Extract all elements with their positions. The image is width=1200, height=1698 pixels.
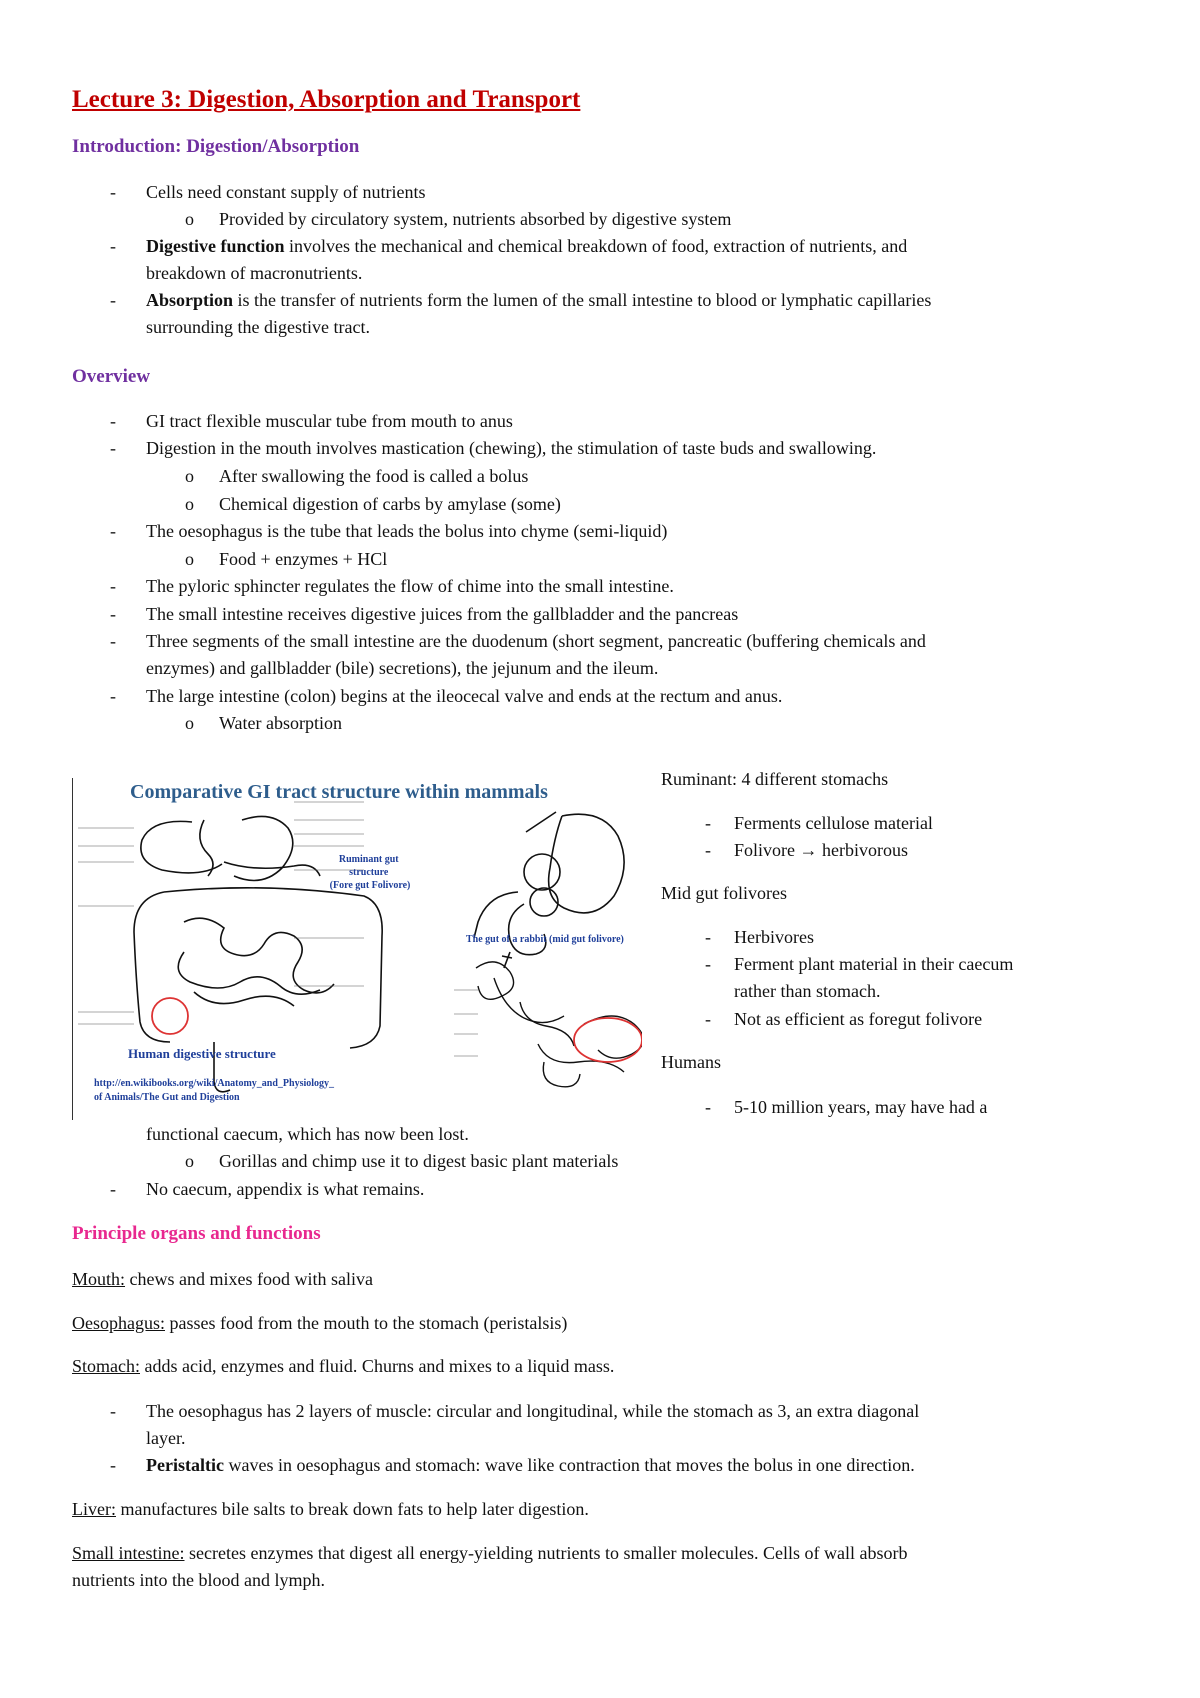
bullet-text: Folivore [734,840,800,860]
bullet-dash: - [110,604,116,624]
organ-label: Oesophagus: [72,1313,165,1333]
overview-bullet-5: The small intestine receives digestive juices from the gallbladder and the pancreas [146,604,739,624]
bullet-text: is the transfer of nutrients form the lumen of the small intestine to blood or lymphatic capillaries [233,290,932,310]
overview-bullet-4: The pyloric sphincter regulates the flow of chime into the small intestine. [146,576,674,596]
bullet-dash: - [705,927,711,947]
sub-bullet-marker: o [185,466,194,486]
humans-bullet-2: No caecum, appendix is what remains. [146,1179,425,1199]
overview-bullet-3: The oesophagus is the tube that leads the bolus into chyme (semi-liquid) [146,521,668,541]
intro-sub-bullet-1: Provided by circulatory system, nutrients absorbed by digestive system [219,209,732,229]
organ-text: chews and mixes food with saliva [125,1269,373,1289]
bullet-dash: - [110,182,116,202]
overview-sub-bullet: Food + enzymes + HCl [219,549,388,569]
figure-title: Comparative GI tract structure within mammals [130,781,548,803]
midgut-heading: Mid gut folivores [661,883,787,903]
organ-oesophagus [72,1310,567,1337]
stomach-bullet-1-line2: layer. [146,1428,186,1448]
overview-bullet-6: Three segments of the small intestine are the duodenum (short segment, pancreatic (buffering chemicals and [146,631,926,651]
bullet-dash: - [705,1097,711,1117]
bullet-dash: - [705,1009,711,1029]
human-structure-label: Human digestive structure [128,1046,276,1061]
midgut-bullet-2-line2: rather than stomach. [734,981,881,1001]
figure-border [72,778,73,1120]
ruminant-heading: Ruminant: 4 different stomachs [661,769,889,789]
bullet-dash: - [110,521,116,541]
sub-bullet-marker: o [185,209,194,229]
stomach-bullet-1: The oesophagus has 2 layers of muscle: circular and longitudinal, while the stomach as 3, an extra diagonal [146,1401,920,1421]
organ-text: adds acid, enzymes and fluid. Churns and mixes to a liquid mass. [140,1356,615,1376]
intro-bullet-2-line2: breakdown of macronutrients. [146,263,363,283]
bullet-dash: - [110,411,116,431]
bullet-dash: - [110,236,116,256]
intro-bullet-3 [146,287,931,314]
intro-bullet-1: Cells need constant supply of nutrients [146,182,426,202]
organs-heading: Principle organs and functions [72,1223,321,1244]
intro-heading: Introduction: Digestion/Absorption [72,136,360,157]
figure-source-url [94,1078,337,1103]
rabbit-label: The gut of a rabbit (mid gut folivore) [466,934,624,945]
midgut-bullet-2: Ferment plant material in their caecum [734,954,1014,974]
bullet-dash: - [110,1179,116,1199]
organ-text: manufactures bile salts to break down fats to help later digestion. [115,1499,589,1519]
organ-liver [72,1496,589,1523]
overview-bullet-1: GI tract flexible muscular tube from mouth to anus [146,411,513,431]
page-title: Lecture 3: Digestion, Absorption and Transport [72,86,581,113]
bullet-dash: - [705,954,711,974]
url-line-1: http://en.wikibooks.org/wiki/Anatomy_and_Physiology_ [94,1078,335,1089]
stomach-bullet-2 [146,1452,915,1479]
organ-text: secretes enzymes that digest all energy-yielding nutrients to smaller molecules. Cells of wall absorb [184,1543,908,1563]
overview-sub-bullet: After swallowing the food is called a bolus [219,466,529,486]
organ-stomach [72,1353,614,1380]
bullet-dash: - [110,290,116,310]
bullet-text: waves in oesophagus and stomach: wave like contraction that moves the bolus in one direction. [223,1455,915,1475]
gi-tract-figure [74,762,642,1122]
organ-small-intestine [72,1540,907,1567]
ruminant-bullet-1: Ferments cellulose material [734,813,933,833]
bullet-dash: - [110,686,116,706]
overview-sub-bullet: Water absorption [219,713,343,733]
intro-bullet-3-line2: surrounding the digestive tract. [146,317,370,337]
bullet-dash: - [705,813,711,833]
humans-sub-bullet: Gorillas and chimp use it to digest basic plant materials [219,1151,619,1171]
sub-bullet-marker: o [185,494,194,514]
bullet-text: involves the mechanical and chemical breakdown of food, extraction of nutrients, and [284,236,908,256]
bold-term: Absorption [146,290,234,310]
humans-bullet-1: 5-10 million years, may have had a [734,1097,988,1117]
humans-heading: Humans [661,1052,721,1072]
bullet-dash: - [705,840,711,860]
organ-label: Small intestine: [72,1543,185,1563]
rabbit-gut-diagram [454,962,642,1087]
sub-bullet-marker: o [185,549,194,569]
midgut-bullet-3: Not as efficient as foregut folivore [734,1009,983,1029]
bullet-dash: - [110,1455,116,1475]
bullet-text: herbivorous [817,840,908,860]
sub-bullet-marker: o [185,1151,194,1171]
organ-label: Mouth: [72,1269,126,1289]
overview-bullet-2: Digestion in the mouth involves mastication (chewing), the stimulation of taste buds and swallowing. [146,438,877,458]
bullet-dash: - [110,1401,116,1421]
intro-bullet-2 [146,233,907,260]
bold-term: Peristaltic [146,1455,224,1475]
humans-bullet-1-cont: functional caecum, which has now been lost. [146,1124,469,1144]
organ-mouth [72,1266,373,1293]
bullet-dash: - [110,631,116,651]
overview-heading: Overview [72,366,151,387]
arrow-right-icon: → [799,840,818,860]
overview-bullet-6-line2: enzymes) and gallbladder (bile) secretions), the jejunum and the ileum. [146,658,659,678]
overview-sub-bullet: Chemical digestion of carbs by amylase (some) [219,494,561,514]
url-line-2: of Animals/The Gut and Digestion [94,1092,240,1103]
bullet-dash: - [110,438,116,458]
organ-text: passes food from the mouth to the stomach (peristalsis) [165,1313,568,1333]
midgut-bullet-1: Herbivores [734,927,814,947]
human-tiny-labels [78,802,364,1024]
organ-label: Stomach: [72,1356,140,1376]
sub-bullet-marker: o [185,713,194,733]
ruminant-label: Ruminant gut structure (Fore gut Folivore) [329,854,411,891]
organ-label: Liver: [72,1499,116,1519]
bold-term: Digestive function [146,236,285,256]
organ-small-intestine-line2: nutrients into the blood and lymph. [72,1570,325,1590]
overview-bullet-7: The large intestine (colon) begins at the ileocecal valve and ends at the rectum and anus. [146,686,783,706]
ruminant-bullet-2 [734,837,908,864]
bullet-dash: - [110,576,116,596]
